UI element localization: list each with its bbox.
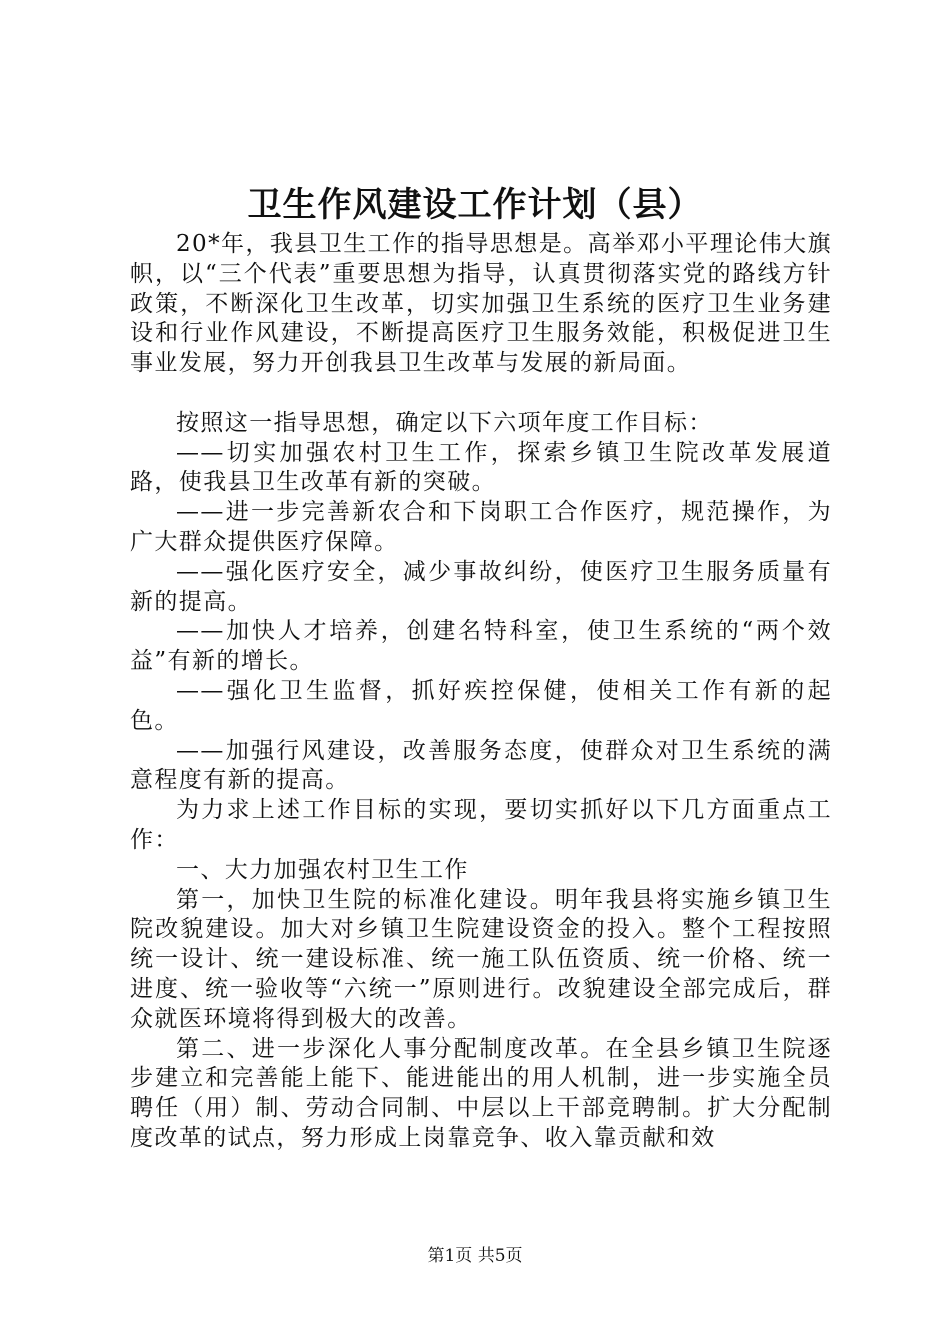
paragraph-intro: 20*年，我县卫生工作的指导思想是。高举邓小平理论伟大旗帜，以“三个代表”重要思想为指导，认真贯彻落实党的路线方针政策，不断深化卫生改革，切实加强卫生系统的医疗卫生业务建设和行业作风建设，不断提高医疗卫生服务效能，积极促进卫生事业发展，努力开创我县卫生改革与发展的新局面。 (130, 231, 832, 377)
paragraph-goal-2: ——进一步完善新农合和下岗职工合作医疗，规范操作，为广大群众提供医疗保障。 (130, 499, 832, 555)
paragraph-goal-6: ——加强行风建设，改善服务态度，使群众对卫生系统的满意程度有新的提高。 (130, 737, 832, 794)
paragraph-point-2: 第二、进一步深化人事分配制度改革。在全县乡镇卫生院逐步建立和完善能上能下、能进能出的用人机制，进一步实施全员聘任（用）制、劳动合同制、中层以上干部竞聘制。扩大分配制度改革的试点，努力形成上岗靠竞争、收入靠贡献和效 (130, 1035, 832, 1151)
document-title: 卫生作风建设工作计划（县） (247, 185, 703, 225)
section-heading-1: 一、大力加强农村卫生工作 (176, 856, 469, 883)
paragraph-goal-1: ——切实加强农村卫生工作，探索乡镇卫生院改革发展道路，使我县卫生改革有新的突破。 (130, 439, 832, 496)
paragraph-key-work-intro: 为力求上述工作目标的实现，要切实抓好以下几方面重点工作： (130, 797, 832, 853)
paragraph-point-1: 第一，加快卫生院的标准化建设。明年我县将实施乡镇卫生院改貌建设。加大对乡镇卫生院建设资金的投入。整个工程按照统一设计、统一建设标准、统一施工队伍资质、统一价格、统一进度、统一验收等“六统一”原则进行。改貌建设全部完成后，群众就医环境将得到极大的改善。 (130, 886, 832, 1032)
document-body (130, 230, 832, 1154)
page-footer: 第1页 共5页 (427, 1246, 523, 1266)
paragraph-goal-5: ——强化卫生监督，抓好疾控保健，使相关工作有新的起色。 (130, 677, 832, 734)
paragraph-goal-4: ——加快人才培养，创建名特科室，使卫生系统的“两个效益”有新的增长。 (130, 618, 832, 675)
paragraph-goal-3: ——强化医疗安全，减少事故纠纷，使医疗卫生服务质量有新的提高。 (130, 558, 832, 615)
paragraph-goals-intro: 按照这一指导思想，确定以下六项年度工作目标： (176, 409, 713, 436)
